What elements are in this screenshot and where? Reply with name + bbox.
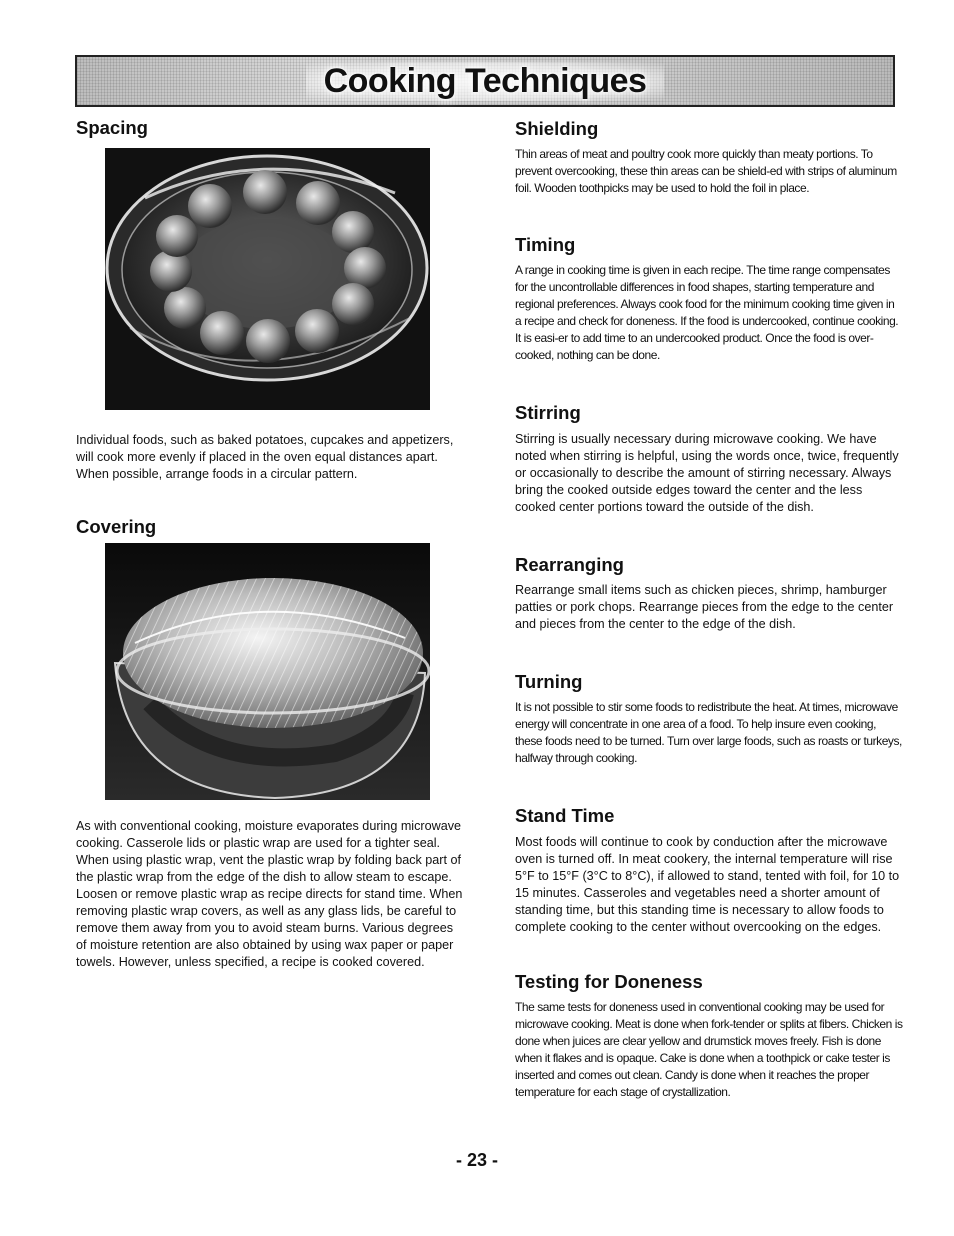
heading-turning: Turning	[515, 671, 583, 692]
heading-spacing: Spacing	[76, 117, 148, 138]
testing-body: The same tests for doneness used in conventional cooking may be used for microwave cooking. Meat is done when fork-tender or splits at fibers. Chicken is done when juices are clear yellow and drumstick moves freely. Fish is done when it flakes and is opaque. Cake is done when a toothpick or cake tester is inserted and comes out clean. Candy is done when it reaches the proper temperature for each stage of crystallization.	[515, 1000, 903, 1099]
page-banner	[75, 55, 895, 107]
photo-spaced-foods-dish	[105, 148, 430, 410]
heading-rearranging: Rearranging	[515, 554, 624, 575]
stirring-body: Stirring is usually necessary during microwave cooking. We have noted when stirring is helpful, using the words once, twice, frequently or occasionally to describe the amount of stirring necessary. Always bring the cooked outside edges toward the center and the less cooked center portions toward the outside of the dish.	[515, 432, 899, 514]
rearranging-body: Rearrange small items such as chicken pieces, shrimp, hamburger patties or pork chops. Rearrange pieces from the edge to the center and pieces from the center to the edge of the dish.	[515, 583, 894, 631]
heading-testing-for-doneness: Testing for Doneness	[515, 971, 703, 992]
shielding-body: Thin areas of meat and poultry cook more quickly than meaty portions. To prevent overcooking, these thin areas can be shield-ed with strips of aluminum foil. Wooden toothpicks may be used to hold the foil in place.	[515, 147, 897, 195]
heading-shielding: Shielding	[515, 118, 599, 139]
covered-dish-illustration	[105, 543, 430, 800]
heading-covering: Covering	[76, 516, 157, 537]
heading-timing: Timing	[515, 234, 576, 255]
timing-body: A range in cooking time is given in each recipe. The time range compensates for the uncontrollable differences in food shapes, starting temperature and regional preferences. Always cook food for the minimum cooking time given in a recipe and check for doneness. If the food is undercooked, continue cooking. It is easi-er to add time to an undercooked product. Once the food is over-cooked, nothing can be done.	[515, 263, 899, 362]
covering-body: As with conventional cooking, moisture evaporates during microwave cooking. Casserole lids or plastic wrap are used for a tighter seal. When using plastic wrap, vent the plastic wrap by folding back part of the plastic wrap from the edge of the dish to allow steam to escape. Loosen or remove plastic wrap as recipe directs for stand time. When removing plastic wrap covers, as well as any glass lids, be careful to remove them away from you to avoid steam burns. Various degrees of moisture retention are also obtained by using wax paper or paper towels. However, unless specified, a recipe is cooked covered.	[76, 819, 463, 969]
page-number: - 23 -	[455, 1150, 498, 1170]
turning-body: It is not possible to stir some foods to redistribute the heat. At times, microwave energy will concentrate in one area of a food. To help insure even cooking, these foods need to be turned. Turn over large foods, such as roasts or turkeys, halfway through cooking.	[515, 700, 902, 765]
banner-title: Cooking Techniques	[306, 62, 665, 101]
heading-stand-time: Stand Time	[515, 805, 615, 826]
photo-covered-casserole-dish	[105, 543, 430, 800]
spaced-foods-illustration	[105, 148, 430, 410]
heading-stirring: Stirring	[515, 402, 581, 423]
stand-time-body: Most foods will continue to cook by conduction after the microwave oven is turned off. In meat cookery, the internal temperature will rise 5°F to 15°F (3°C to 8°C), if allowed to stand, tented with foil, for 10 to 15 minutes. Casseroles and vegetables need a shorter amount of standing time, but this standing time is necessary to allow foods to complete cooking to the center without overcooking on the edges.	[515, 835, 900, 934]
spacing-body: Individual foods, such as baked potatoes, cupcakes and appetizers, will cook more evenly if placed in the oven equal distances apart. When possible, arrange foods in a circular pattern.	[76, 433, 454, 481]
